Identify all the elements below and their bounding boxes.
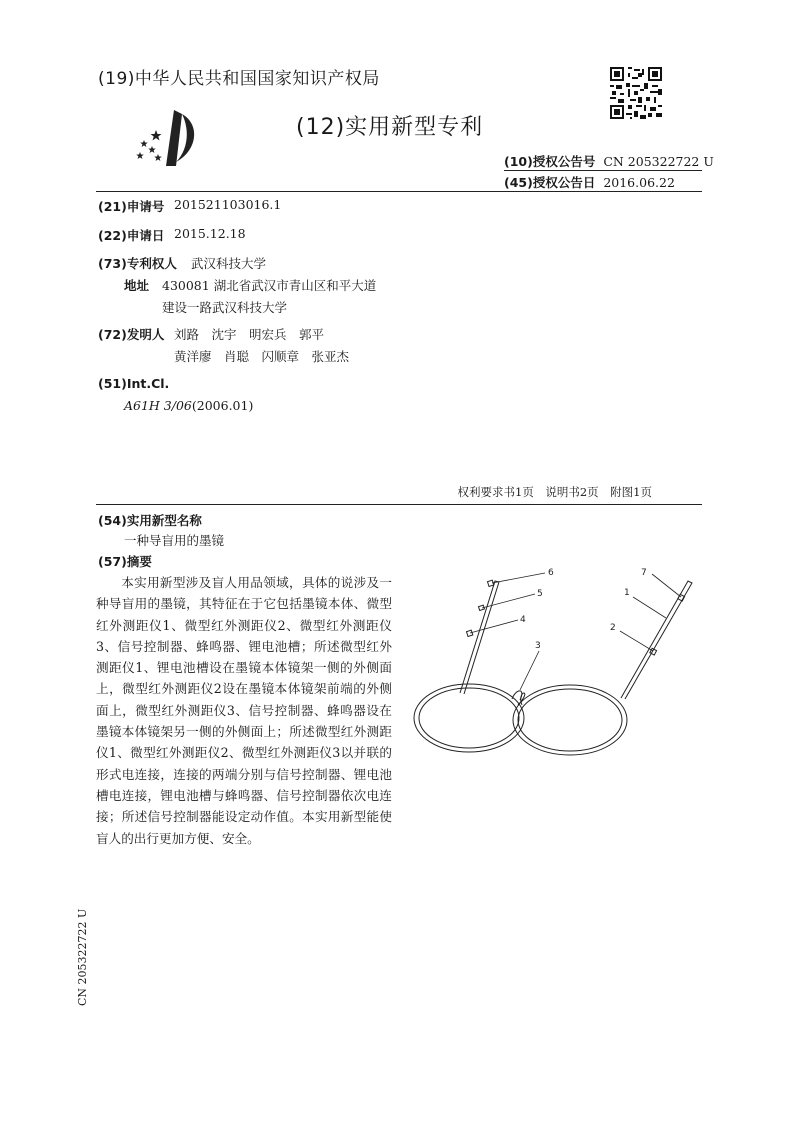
address-line-1: 430081 湖北省武汉市青山区和平大道	[162, 278, 377, 293]
left-lens-outer	[414, 684, 524, 752]
header-rule-short	[504, 170, 702, 171]
inventors-line-2: 黄洋廖 肖聪 闪顺章 张亚杰	[174, 349, 350, 364]
left-lens-inner	[419, 688, 519, 748]
publication-date-label: (45)授权公告日	[504, 175, 596, 190]
application-date-label: (22)申请日	[98, 228, 165, 243]
ipc-code: A61H 3/06	[124, 398, 192, 413]
figure-label-3: 3	[535, 641, 541, 651]
sipo-logo	[130, 106, 202, 168]
page-counts: 权利要求书1页 说明书2页 附图1页	[457, 485, 652, 499]
publication-number: CN 205322722 U	[603, 154, 714, 169]
publication-number-row	[504, 152, 714, 170]
utility-model-title: 一种导盲用的墨镜	[124, 533, 225, 548]
abstract-label: (57)摘要	[98, 554, 152, 569]
publication-number-label: (10)授权公告号	[504, 154, 596, 169]
figure-label-6: 6	[548, 568, 554, 578]
ipc-classification	[124, 398, 253, 413]
publication-date: 2016.06.22	[603, 175, 675, 190]
glasses-figure	[400, 560, 710, 760]
office-line: (19)中华人民共和国国家知识产权局	[98, 69, 380, 89]
ipc-label: (51)Int.Cl.	[98, 376, 170, 391]
patentee-label: (73)专利权人	[98, 256, 177, 271]
application-number: 201521103016.1	[174, 197, 282, 212]
inventors-line-1: 刘路 沈宇 明宏兵 郭平	[174, 327, 325, 342]
abstract-text: 本实用新型涉及盲人用品领域，具体的说涉及一种导盲用的墨镜，其特征在于它包括墨镜本体、微型红外测距仪1、微型红外测距仪2、微型红外测距仪3、信号控制器、蜂鸣器、锂电池槽；所述微型红外测距仪1、锂电池槽设在墨镜本体镜架一侧的外侧面上，微型红外测距仪2设在墨镜本体镜架前端的外侧面上，微型红外测距仪3、信号控制器、蜂鸣器设在墨镜本体镜架另一侧的外侧面上；所述微型红外测距仪1、微型红外测距仪2、微型红外测距仪3以并联的形式电连接，连接的两端分别与信号控制器、锂电池槽电连接，锂电池槽与蜂鸣器、信号控制器依次电连接；所述信号控制器能设定动作值。本实用新型能使盲人的出行更加方便、安全。	[96, 575, 392, 846]
address-label: 地址	[124, 278, 150, 293]
document-type: (12)实用新型专利	[296, 115, 484, 140]
application-number-label: (21)申请号	[98, 199, 165, 214]
qr-code	[610, 67, 662, 119]
figure-label-4: 4	[520, 615, 526, 625]
figure-label-1: 1	[624, 588, 630, 598]
right-lens-inner	[518, 689, 622, 751]
figure-label-5: 5	[537, 589, 543, 599]
ipc-version: (2006.01)	[191, 398, 254, 413]
section-rule	[96, 504, 702, 505]
inventors-label: (72)发明人	[98, 327, 165, 342]
patentee: 武汉科技大学	[191, 256, 267, 271]
publication-date-row	[504, 173, 675, 191]
side-patent-number: CN 205322722 U	[76, 908, 89, 1006]
figure-label-7: 7	[641, 568, 647, 578]
right-lens-outer	[513, 685, 627, 755]
header-rule	[96, 191, 702, 192]
left-temple	[460, 581, 499, 694]
figure-label-2: 2	[610, 623, 616, 633]
title-label: (54)实用新型名称	[98, 513, 202, 528]
right-temple	[621, 581, 692, 699]
address-line-2: 建设一路武汉科技大学	[162, 300, 288, 315]
application-date: 2015.12.18	[174, 226, 246, 241]
